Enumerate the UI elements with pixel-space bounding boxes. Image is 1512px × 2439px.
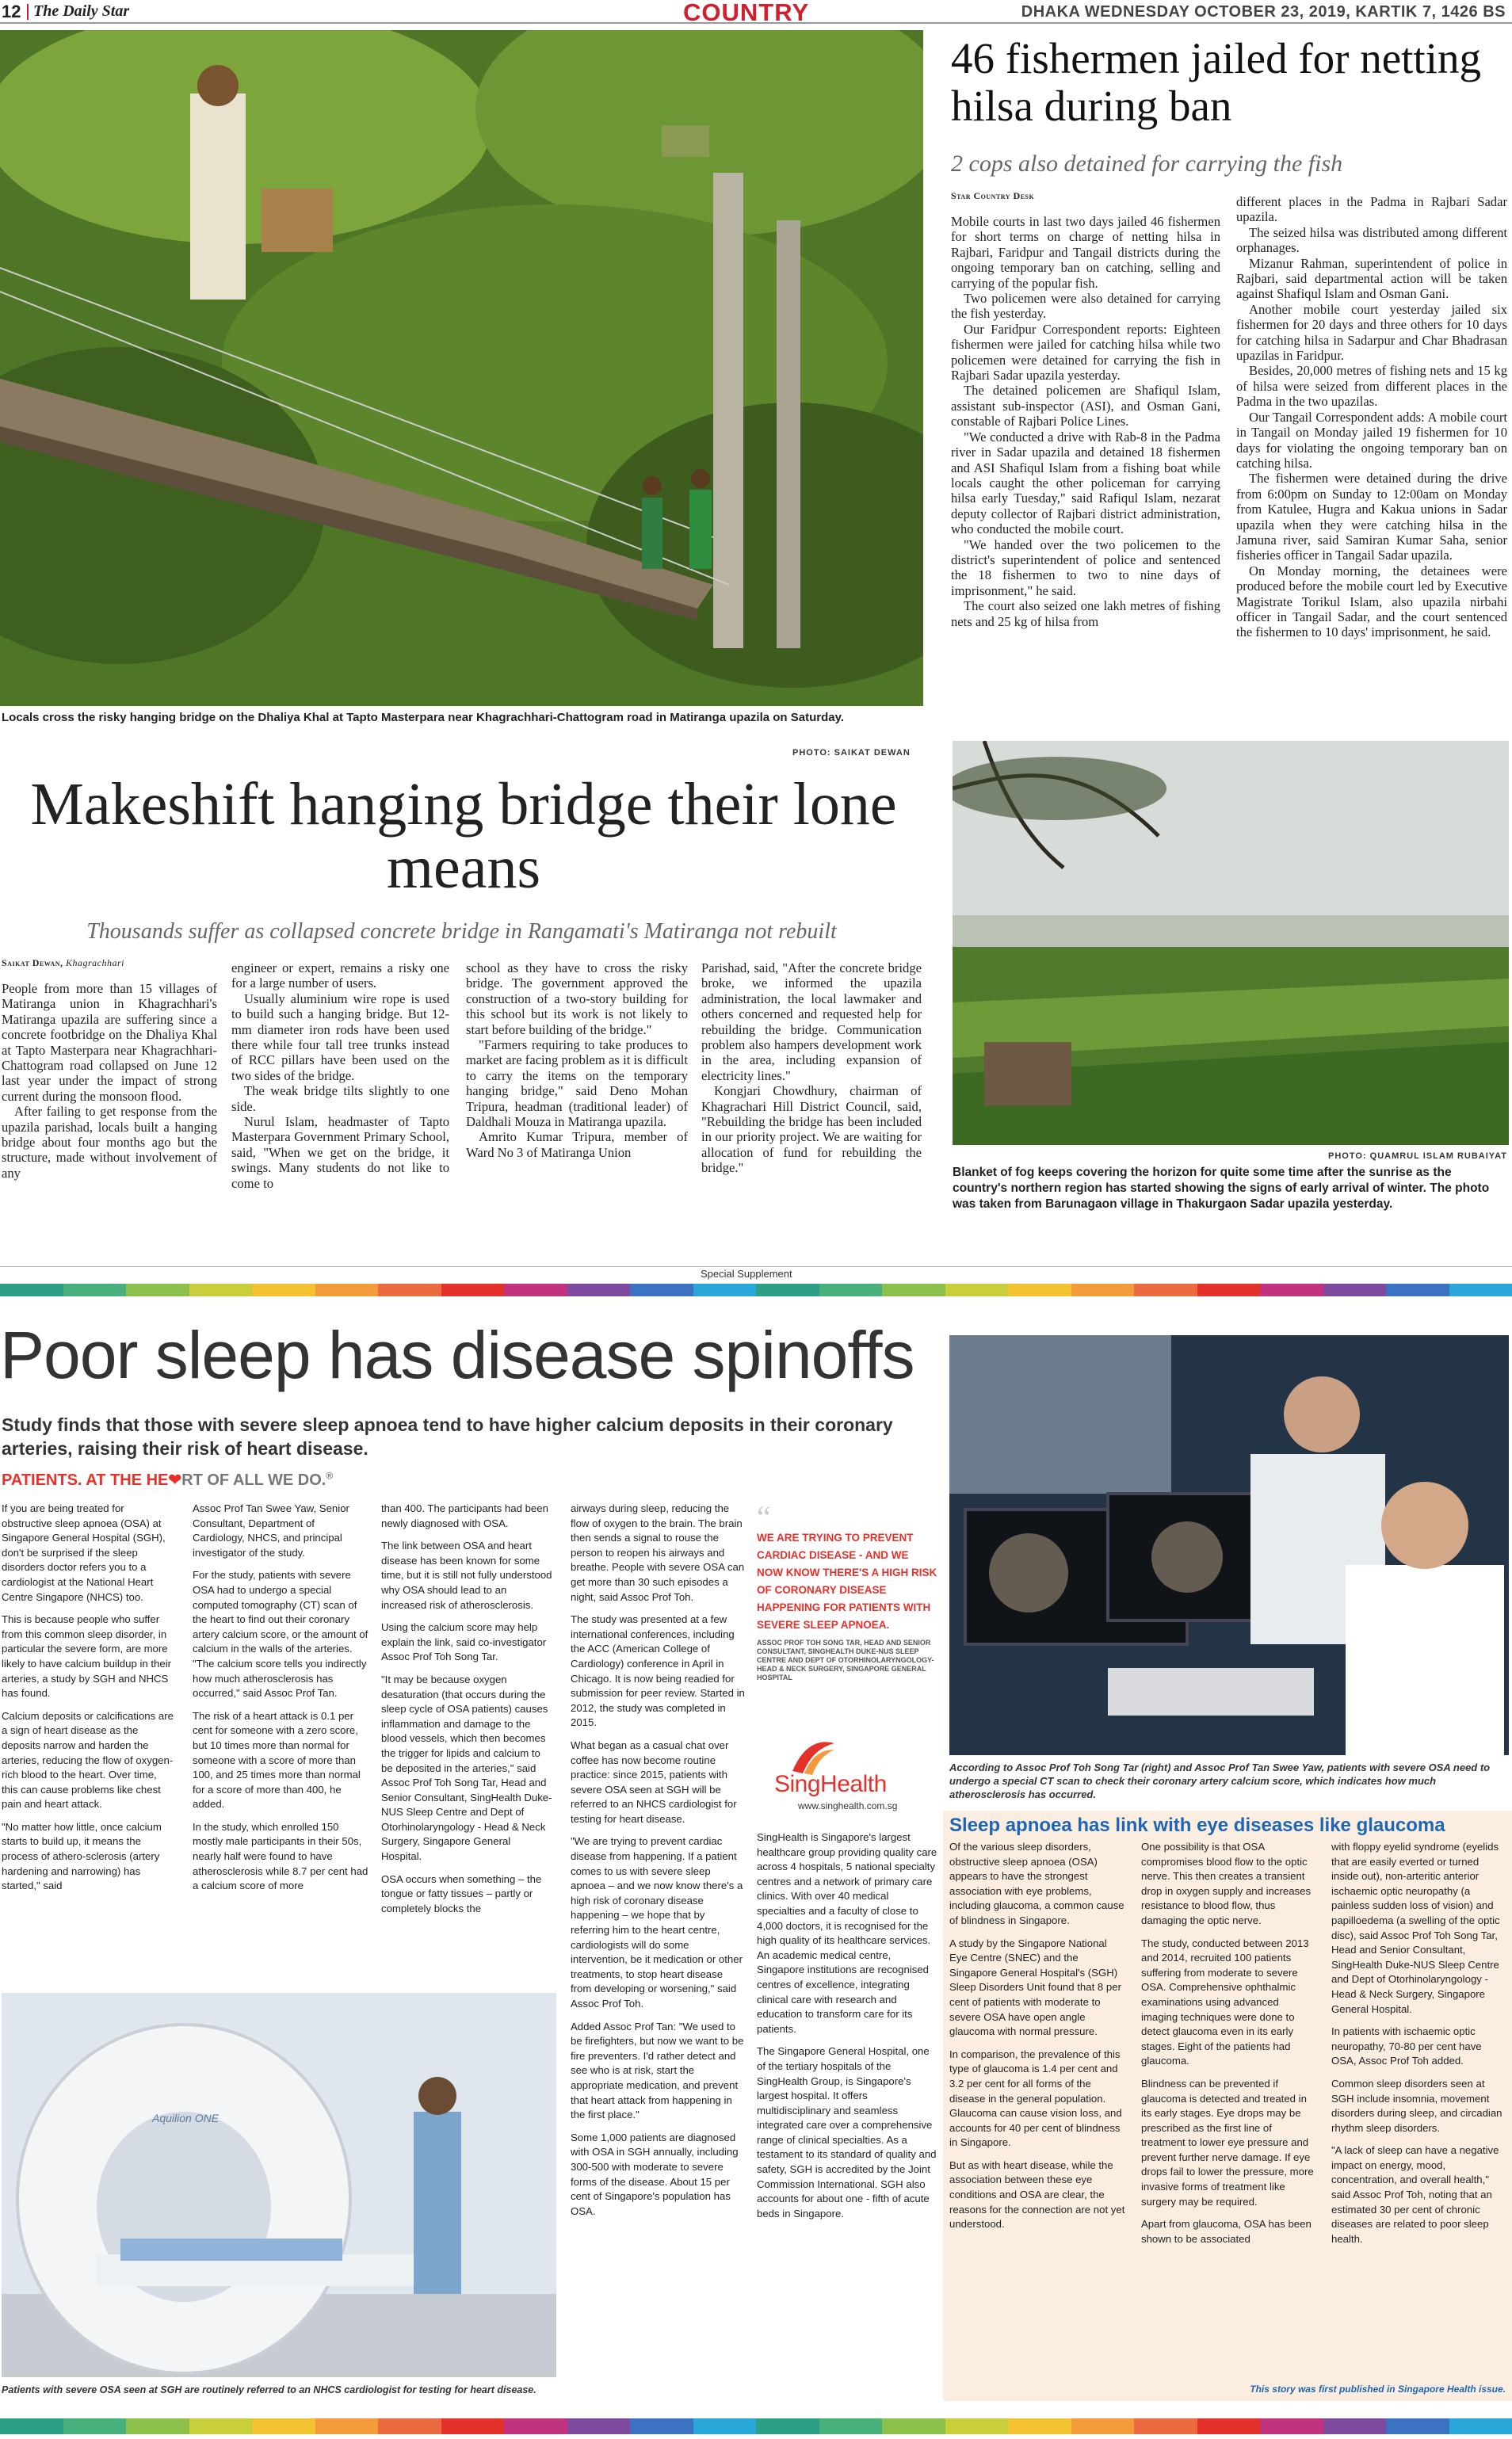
- paragraph: engineer or expert, remains a risky one for a large number of users.: [231, 960, 449, 991]
- tagline-part-b: RT OF ALL WE DO.: [181, 1471, 326, 1489]
- color-strip-segment: [882, 1284, 945, 1296]
- color-strip-segment: [441, 1284, 505, 1296]
- paragraph: Our Tangail Correspondent adds: A mobile court in Tangail on Monday jailed 19 fishermen for 10 days for violating the ongoing temporary ban on catching hilsa.: [1236, 409, 1507, 471]
- bridge-subhead: Thousands suffer as collapsed concrete bridge in Rangamati's Matiranga not rebuilt: [86, 919, 837, 944]
- ct-photo-caption: Patients with severe OSA seen at SGH are routinely referred to an NHCS cardiologist for testing for heart disease.: [2, 2384, 536, 2395]
- paragraph: Mizanur Rahman, superintendent of police in Rajbari, said departmental action will be taken against Shafiqul Islam and Osman Gani.: [1236, 255, 1507, 302]
- paragraph: The fishermen were detained during the drive from 6:00pm on Sunday to 12:00am on Monday from Katulee, Hugra and Kakua unions in Sadar upazila when they were catching hilsa in the Jamuna river, said Samiran Kumar Saha, senior fisheries officer in Tangail Sadar upazila.: [1236, 471, 1507, 563]
- color-strip-segment: [882, 2418, 945, 2434]
- singhealth-about: [757, 1830, 937, 2381]
- quote-text: WE ARE TRYING TO PREVENT CARDIAC DISEASE - AND WE NOW KNOW THERE'S A HIGH RISK OF CORONARY DISEASE HAPPENING FOR PATIENTS WITH SEVERE SLEEP APNOEA.: [757, 1532, 937, 1631]
- glaucoma-col-2: [1141, 1840, 1317, 2379]
- color-strip-segment: [189, 1284, 253, 1296]
- paragraph: Amrito Kumar Tripura, member of Ward No 3 of Matiranga Union: [466, 1129, 688, 1160]
- section-title: COUNTRY: [683, 0, 810, 26]
- color-strip-segment: [693, 1284, 757, 1296]
- paragraph: The detained policemen are Shafiqul Islam, assistant sub-inspector (ASI), and Osman Gani, constable of Rajbari Police Lines.: [951, 383, 1220, 429]
- bridge-scene-illustration: [0, 30, 923, 706]
- color-strip-segment: [819, 2418, 883, 2434]
- color-strip-segment: [0, 2418, 63, 2434]
- glaucoma-headline: Sleep apnoea has link with eye diseases like glaucoma: [949, 1815, 1445, 1836]
- paragraph: The court also seized one lakh metres of fishing nets and 25 kg of hilsa from: [951, 598, 1220, 629]
- bridge-byline-place: Khagrachhari: [65, 957, 124, 968]
- color-strip-segment: [1449, 2418, 1512, 2434]
- paragraph: Nurul Islam, headmaster of Tapto Masterpara Government Primary School, said, "When we get on the bridge, it swings. Many students do not like to come to: [231, 1114, 449, 1191]
- paragraph: OSA occurs when something – the tongue or fatty tissues – partly or completely blocks the: [381, 1872, 542, 1914]
- page-number: 12: [2, 2, 21, 21]
- color-bar-bottom: [0, 2418, 1512, 2434]
- bridge-photo: [0, 30, 923, 706]
- paragraph: But as with heart disease, while the association between these eye conditions and OSA are clear, the reasons for the connection are not yet understood.: [949, 2158, 1125, 2231]
- fishermen-subhead: 2 cops also detained for carrying the fish: [951, 151, 1343, 177]
- quote-attribution: ASSOC PROF TOH SONG TAR, HEAD AND SENIOR CONSULTANT, SINGHEALTH DUKE-NUS SLEEP CENTRE AND DEPT OF OTORHINOLARYNGOLOGY-HEAD & NECK SURGERY, SINGAPORE GENERAL HOSPITAL: [757, 1639, 934, 1681]
- singhealth-wordmark: SingHealth: [774, 1771, 887, 1797]
- paragraph: Common sleep disorders seen at SGH include insomnia, movement disorders during sleep, and circadian rhythm sleep disorders.: [1331, 2077, 1502, 2134]
- paragraph: In the study, which enrolled 150 mostly male participants in their 50s, nearly half were found to have atherosclerosis while 8.7 per cent had a calcium score of more: [193, 1820, 368, 1892]
- paragraph: The Singapore General Hospital, one of the tertiary hospitals of the SingHealth Group, is Singapore's largest hospital. It offers multidisciplinary and seamless integrated care over a comprehensive range of clinical specialties. As a testament to its standard of quality and safety, SGH is accredited by the Joint Commission International. SGH also accounts for about one - fifth of acute beds in Singapore.: [757, 2045, 937, 2220]
- doctors-photo: [949, 1335, 1509, 1755]
- paragraph: The seized hilsa was distributed among different orphanages.: [1236, 224, 1507, 256]
- color-strip-segment: [1071, 1284, 1135, 1296]
- supp-col-4: [571, 1502, 745, 2381]
- color-strip-segment: [1323, 1284, 1387, 1296]
- color-strip-segment: [1197, 1284, 1261, 1296]
- bridge-headline: Makeshift hanging bridge their lone means: [30, 771, 897, 901]
- color-strip-segment: [378, 2418, 441, 2434]
- paragraph: Blindness can be prevented if glaucoma is detected and treated in its early stages. Eye drops may be prescribed as the first line of treatment to lower eye pressure and prevent further nerve damage. If eye drops fail to lower the pressure, more invasive forms of treatment like surgery may be required.: [1141, 2077, 1314, 2208]
- page-header: [0, 0, 1512, 24]
- supplement-headline: Poor sleep has disease spinoffs: [0, 1318, 914, 1392]
- supplement-divider: [0, 1266, 1512, 1267]
- supp-col-1: [2, 1502, 174, 1977]
- paragraph: If you are being treated for obstructive sleep apnoea (OSA) at Singapore General Hospital (SGH), don't be surprised if the sleep disorders doctor refers you to a cardiologist at the National Heart Centre Singapore (NHCS) too.: [2, 1502, 166, 1603]
- fog-photo-credit: PHOTO: QUAMRUL ISLAM RUBAIYAT: [1328, 1151, 1507, 1161]
- ct-photo: [2, 1993, 556, 2377]
- paragraph: Mobile courts in last two days jailed 46 fishermen for short terms on charge of netting hilsa in Rajbari, Faridpur and Tangail districts during the ongoing temporary ban on catching, selling and carrying of the popular fish.: [951, 214, 1220, 291]
- paragraph: Two policemen were also detained for carrying the fish yesterday.: [951, 291, 1220, 322]
- color-strip-segment: [1386, 2418, 1449, 2434]
- color-strip-segment: [945, 2418, 1009, 2434]
- color-strip-segment: [630, 2418, 693, 2434]
- color-strip-segment: [504, 2418, 567, 2434]
- paragraph: "We are trying to prevent cardiac disease from happening. If a patient comes to us with severe sleep apnoea – and we now know there's a high risk of coronary disease happening – we hope that by referring him to the heart centre, cardiologists will do some intervention, be it medication or other treatments, to stop heart disease from developing or worsening," said Assoc Prof Toh.: [571, 1835, 743, 2010]
- color-strip-segment: [1134, 1284, 1197, 1296]
- paragraph: "Farmers requiring to take produces to market are facing problem as it is difficult to carry the items on the temporary hanging bridge," said Deno Mohan Tripura, headman (traditional leader) of Daldhali Mouza in Matiranga upazila.: [466, 1037, 688, 1130]
- paragraph: Our Faridpur Correspondent reports: Eighteen fishermen were jailed for catching hilsa while two policemen were detained for carrying the fish in Rajbari Sadar upazila yesterday.: [951, 321, 1220, 384]
- paragraph: What began as a casual chat over coffee has now become routine practice: since 2015, patients with severe OSA seen at SGH will be referred to an NHCS cardiologist for testing for heart disease.: [571, 1739, 737, 1825]
- color-strip-segment: [1449, 1284, 1512, 1296]
- paragraph: than 400. The participants had been newly diagnosed with OSA.: [381, 1502, 548, 1529]
- paragraph: The risk of a heart attack is 0.1 per cent for someone with a zero score, but 10 times more than normal for someone with a score of more than 100, and 25 times more than normal for a score of more than 400, he added.: [193, 1709, 361, 1811]
- supp-col-3: [381, 1502, 554, 1977]
- paragraph: Usually aluminium wire rope is used to build such a hanging bridge. But 12-mm diameter iron rods have been used there while four tall tree trunks instead of RCC pillars have been used on the two sides of the bridge.: [231, 990, 449, 1083]
- fishermen-col-1: [951, 214, 1220, 721]
- color-bar-top: [0, 1284, 1512, 1296]
- color-strip-segment: [315, 1284, 379, 1296]
- tagline-part-a: PATIENTS. AT THE HE: [2, 1471, 169, 1489]
- paragraph: "No matter how little, once calcium starts to build up, it means the process of athero-sclerosis (artery hardening and narrowing) has started," said: [2, 1820, 162, 1892]
- quote-box: [757, 1499, 937, 1720]
- paragraph: "It may be because oxygen desaturation (that occurs during the sleep cycle of OSA patients) causes inflammation and damage to the blood vessels, which then becomes the trigger for lipids and calcium to be deposited in the arteries," said Assoc Prof Toh Song Tar, Head and Senior Consultant, SingHealth Duke-NUS Sleep Centre and Dept of Otorhinolaryngology - Head & Neck Surgery, Singapore General Hospital.: [381, 1673, 552, 1863]
- color-strip-segment: [126, 2418, 189, 2434]
- paragraph: A study by the Singapore National Eye Centre (SNEC) and the Singapore General Hospital's (SGH) Sleep Disorders Unit found that 8 per cent of patients with moderate to severe OSA have open angle glaucoma with normal pressure.: [949, 1937, 1121, 2038]
- bridge-col-3: [466, 960, 688, 1234]
- bridge-byline: [2, 957, 124, 969]
- doctors-photo-caption: According to Assoc Prof Toh Song Tar (right) and Assoc Prof Tan Swee Yaw, patients with severe OSA need to undergo a special CT scan to check their coronary artery calcium score, which indicates how much atherosclerosis has occurred.: [949, 1762, 1491, 1800]
- paragraph: Kongjari Chowdhury, chairman of Khagrachari Hill District Council, said, "Rebuilding the bridge has been included in our priority project. We are waiting for allocation of fund for rebuilding the bridge.": [701, 1083, 922, 1176]
- paragraph: Added Assoc Prof Tan: "We used to be firefighters, but now we want to be fire preventers. I'd rather detect and see who is at risk, start the appropriate medication, and prevent that heart attack from happening in the first place.": [571, 2020, 744, 2121]
- supplement-label: Special Supplement: [701, 1268, 792, 1280]
- color-strip-segment: [0, 1284, 63, 1296]
- paragraph: Some 1,000 patients are diagnosed with OSA in SGH annually, including 300-500 with moderate to severe forms of the disease. About 15 per cent of Singapore's population has OSA.: [571, 2131, 739, 2217]
- paragraph: The study, conducted between 2013 and 2014, recruited 100 patients suffering from moderate to severe OSA. Comprehensive ophthalmic examinations using advanced imaging techniques were done to detect glaucoma even in its early stages. Eight of the patients had glaucoma.: [1141, 1937, 1309, 2067]
- heart-icon: ❤: [168, 1471, 182, 1489]
- paragraph: "We conducted a drive with Rab-8 in the Padma river in Sadar upazila and detained 18 fishermen and ASI Shafiqul Islam from a fishing boat while locals caught the other policeman for carrying hilsa early Tuesday," said Rafiqul Islam, nezarat deputy collector of Rajbari district administration, who conducted the mobile court.: [951, 429, 1220, 537]
- paragraph: Parishad, said, "After the concrete bridge broke, we informed the upazila administration, the local lawmaker and others concerned and requested help for rebuilding the bridge. Communication problem also hampers development work in the area, including expansion of electricity lines.": [701, 960, 922, 1083]
- singhealth-swoosh-icon: [788, 1735, 836, 1775]
- paragraph: school as they have to cross the risky bridge. The government approved the construction of a two-story building for this school but its work is not likely to start before building of the bridge.": [466, 960, 688, 1037]
- bridge-byline-name: Saikat Dewan,: [2, 957, 63, 968]
- color-strip-segment: [63, 1284, 127, 1296]
- paragraph: Apart from glaucoma, OSA has been shown to be associated: [1141, 2218, 1312, 2245]
- bridge-photo-credit: PHOTO: SAIKAT DEWAN: [792, 748, 911, 758]
- paragraph: different places in the Padma in Rajbari Sadar upazila.: [1236, 194, 1507, 225]
- glaucoma-col-1: [949, 1840, 1125, 2379]
- supplement-standfirst: Study finds that those with severe sleep apnoea tend to have higher calcium deposits in their coronary arteries, raising their risk of heart disease.: [2, 1414, 893, 1459]
- color-strip-segment: [1260, 2418, 1323, 2434]
- paragraph: This is because people who suffer from this common sleep disorder, in particular the severe form, are more likely to have calcium buildup in their arteries, a study by SGH and NHCS has found.: [2, 1613, 172, 1700]
- color-strip-segment: [630, 1284, 693, 1296]
- quote-mark-icon: “: [757, 1499, 771, 1535]
- bridge-col-2: [231, 960, 449, 1234]
- fog-photo-caption: Blanket of fog keeps covering the horizon for quite some time after the sunrise as the country's northern region has started showing the signs of early arrival of winter. The photo was taken from Barunagaon village in Thakurgaon Sadar upazila yesterday.: [953, 1166, 1490, 1211]
- paragraph: The study was presented at a few international conferences, including the ACC (American College of Cardiology) conference in April in Chicago. It is now being readied for submission for peer review. Started in 2012, the study was completed in 2015.: [571, 1613, 745, 1729]
- color-strip-segment: [1197, 2418, 1261, 2434]
- paragraph: The weak bridge tilts slightly to one side.: [231, 1083, 449, 1114]
- supplement-footnote: This story was first published in Singapore Health issue.: [1250, 2384, 1506, 2395]
- color-strip-segment: [126, 1284, 189, 1296]
- color-strip-segment: [441, 2418, 505, 2434]
- color-strip-segment: [378, 1284, 441, 1296]
- color-strip-segment: [1134, 2418, 1197, 2434]
- paragraph: In patients with ischaemic optic neuropathy, 70-80 per cent have OSA, Assoc Prof Toh added.: [1331, 2025, 1482, 2067]
- paragraph: After failing to get response from the upazila parishad, locals built a hanging bridge about four months ago but the structure, made without involvement of any: [2, 1104, 217, 1181]
- paragraph: "We handed over the two policemen to the district's superintendent of police and sentenced the 18 fishermen to two to nine days of imprisonment," he said.: [951, 536, 1220, 598]
- paragraph: On Monday morning, the detainees were produced before the mobile court led by Executive Magistrate Torikul Islam, also upazila nirbahi officer in Tangail Sadar, and the court sentenced the fishermen to 10 days' imprisonment, he said.: [1236, 563, 1507, 640]
- color-strip-segment: [1260, 1284, 1323, 1296]
- date-line: DHAKA WEDNESDAY OCTOBER 23, 2019, KARTIK 7, 1426 BS: [1021, 3, 1506, 21]
- color-strip-segment: [252, 1284, 315, 1296]
- supp-col-2: [193, 1502, 368, 1977]
- color-strip-segment: [1008, 2418, 1071, 2434]
- color-strip-segment: [315, 2418, 379, 2434]
- paragraph: Of the various sleep disorders, obstructive sleep apnoea (OSA) appears to have the strongest association with eye problems, including glaucoma, a common cause of blindness in Singapore.: [949, 1841, 1124, 1926]
- fog-photo: [953, 741, 1509, 1145]
- bridge-photo-caption: Locals cross the risky hanging bridge on the Dhaliya Khal at Tapto Masterpara near Khagrachhari-Chattogram road in Matiranga upazila on Saturday.: [2, 711, 845, 724]
- fog-scene-illustration: [953, 741, 1509, 1145]
- color-strip-segment: [252, 2418, 315, 2434]
- singhealth-url: www.singhealth.com.sg: [798, 1800, 898, 1811]
- doctors-illustration: [949, 1335, 1509, 1755]
- color-strip-segment: [189, 2418, 253, 2434]
- color-strip-segment: [504, 1284, 567, 1296]
- paragraph: In comparison, the prevalence of this type of glaucoma is 1.4 per cent and 3.2 per cent for all forms of the disease in the general population. Glaucoma can cause vision loss, and accounts for 40 per cent of blindness in Singapore.: [949, 2048, 1122, 2149]
- paragraph: SingHealth is Singapore's largest healthcare group providing quality care across 4 hospitals, 5 national specialty centres and a network of primary care clinics. With over 40 medical specialties and a faculty of close to 4,000 doctors, it is recognised for the high quality of its healthcare services. An academic medical centre, Singapore institutions are recognised centres of excellence, integrating clinical care with research and education to transform care for its patients.: [757, 1831, 937, 2035]
- paragraph: airways during sleep, reducing the flow of oxygen to the brain. The brain then sends a signal to rouse the person to reopen his airways and breathe. People with severe OSA can get more than 30 such episodes a night, said Assoc Prof Toh.: [571, 1502, 745, 1603]
- paragraph: People from more than 15 villages of Matiranga union in Khagrachhari's Matiranga upazila are suffering since a concrete footbridge on the Dhaliya Khal at Tapto Masterpara near Khagrachhari-Chattogram road collapsed on June 12 last year under the impact of strong current during the monsoon flood.: [2, 981, 217, 1104]
- patients-tagline: [2, 1470, 333, 1490]
- color-strip-segment: [1386, 1284, 1449, 1296]
- fishermen-headline: 46 fishermen jailed for netting hilsa during ban: [951, 34, 1481, 130]
- color-strip-segment: [1071, 2418, 1135, 2434]
- color-strip-segment: [819, 1284, 883, 1296]
- color-strip-segment: [567, 1284, 631, 1296]
- fishermen-col-2: [1236, 194, 1507, 721]
- paragraph: "A lack of sleep can have a negative impact on energy, mood, concentration, and overall health," said Assoc Prof Toh, noting that an estimated 30 per cent of chronic diseases are related to poor sleep health.: [1331, 2144, 1499, 2245]
- color-strip-segment: [567, 2418, 631, 2434]
- bridge-col-1: [2, 981, 217, 1235]
- color-strip-segment: [945, 1284, 1009, 1296]
- color-strip-segment: [63, 2418, 127, 2434]
- paragraph: Another mobile court yesterday jailed six fishermen for 20 days and three others for 10 days for catching hilsa in Sadarpur and Char Bhadrasan upazilas in Faridpur.: [1236, 301, 1507, 364]
- fishermen-byline: Star Country Desk: [951, 190, 1035, 201]
- paragraph: with floppy eyelid syndrome (eyelids that are easily everted or turned inside out), non-arteritic anterior ischaemic optic neuropathy (a painless sudden loss of vision) and papilloedema (a swelling of the optic disc), said Assoc Prof Toh Song Tar, Head and Senior Consultant, SingHealth Duke-NUS Sleep Centre and Dept of Otorhinolaryngology - Head & Neck Surgery, Singapore General Hospital.: [1331, 1841, 1500, 2015]
- masthead: The Daily Star: [33, 2, 130, 20]
- ct-brand-label: Aquilion ONE: [152, 2112, 220, 2124]
- color-strip-segment: [1008, 1284, 1071, 1296]
- singhealth-logo: [757, 1735, 937, 1819]
- paragraph: Besides, 20,000 metres of fishing nets and 15 kg of hilsa were seized from different places in the Padma in the two upazilas.: [1236, 363, 1507, 410]
- paragraph: Calcium deposits or calcifications are a sign of heart disease as the deposits narrow and harden the arteries, reducing the flow of oxygen-rich blood to the heart. Over time, this can cause problems like chest pain and heart attack.: [2, 1709, 174, 1811]
- ct-scanner-illustration: [2, 1993, 556, 2377]
- paragraph: The link between OSA and heart disease has been known for some time, but it is still not fully understood why OSA should lead to an increased risk of atherosclerosis.: [381, 1540, 552, 1611]
- glaucoma-col-3: [1331, 1840, 1507, 2379]
- registered-mark: ®: [326, 1470, 334, 1482]
- paragraph: Using the calcium score may help explain the link, said co-investigator Assoc Prof Toh Song Tar.: [381, 1621, 547, 1663]
- color-strip-segment: [756, 1284, 819, 1296]
- color-strip-segment: [1323, 2418, 1387, 2434]
- paragraph: Assoc Prof Tan Swee Yaw, Senior Consultant, Department of Cardiology, NHCS, and principal investigator of the study.: [193, 1502, 349, 1559]
- paragraph: One possibility is that OSA compromises blood flow to the optic nerve. This then creates a transient drop in oxygen supply and increases resistance to blood flow, thus damaging the optic nerve.: [1141, 1841, 1312, 1926]
- color-strip-segment: [756, 2418, 819, 2434]
- paragraph: For the study, patients with severe OSA had to undergo a special computed tomography (CT) scan of the heart to find out their coronary artery calcium score, or the amount of calcium in the walls of the arteries. "The calcium score tells you indirectly how much atherosclerosis has occurred," said Assoc Prof Tan.: [193, 1569, 368, 1700]
- color-strip-segment: [693, 2418, 757, 2434]
- bridge-col-4: [701, 960, 922, 1234]
- header-divider: [27, 4, 29, 20]
